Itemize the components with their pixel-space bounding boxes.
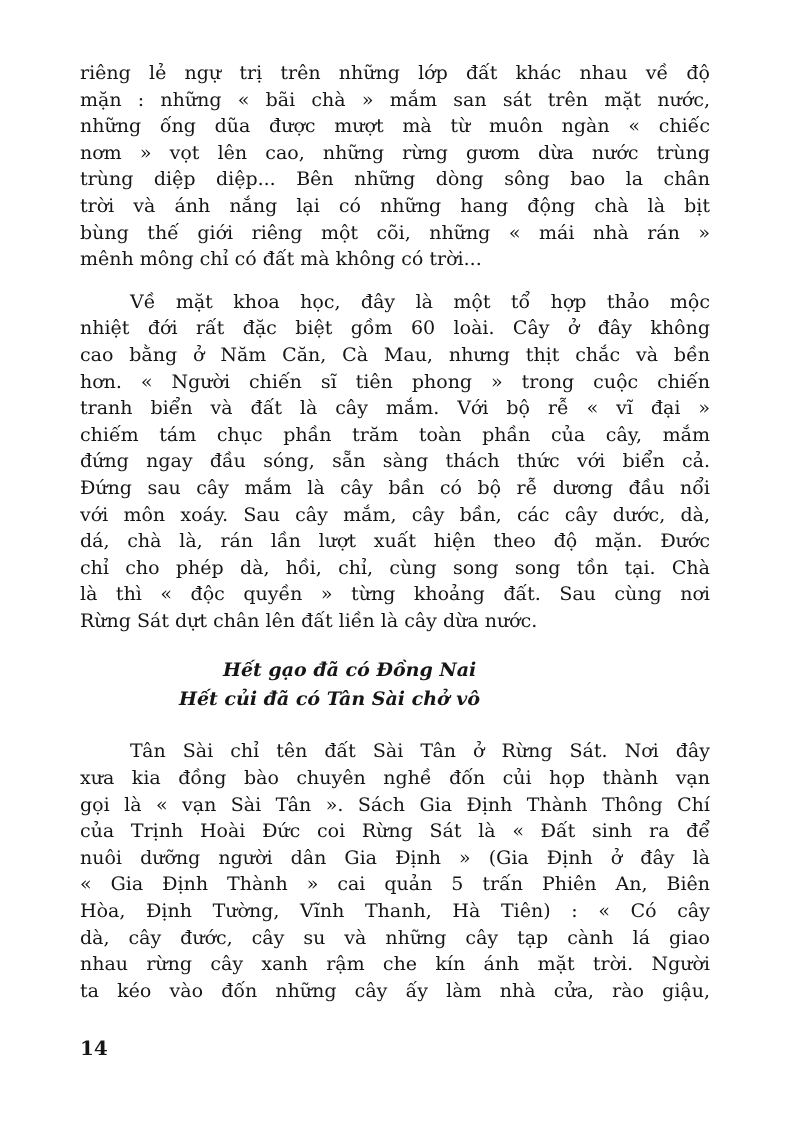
page-number: 14: [80, 1036, 108, 1060]
text-line: đứng ngay đầu sóng, sẵn sàng thách thức với biển cả.: [80, 450, 710, 473]
text-line: dà, cây đước, cây su và những cây tạp cành lá giao: [80, 926, 710, 949]
paragraph-2: [80, 289, 710, 635]
text-line: nơm » vọt lên cao, những rừng gươm dừa nước trùng: [80, 141, 710, 164]
text-line: trùng diệp diệp... Bên những dòng sông bao la chân: [80, 168, 710, 191]
text-line: cao bằng ở Năm Căn, Cà Mau, nhưng thịt chắc và bền: [80, 343, 710, 366]
text-line: mênh mông chỉ có đất mà không có trời...: [80, 248, 482, 271]
text-line: Đứng sau cây mắm là cây bần có bộ rễ dương đầu nổi: [80, 476, 710, 499]
text-line: bùng thế giới riêng một cõi, những « mái nhà rán »: [80, 221, 710, 244]
text-line: xưa kia đồng bào chuyên nghề đốn củi họp thành vạn: [80, 767, 710, 790]
text-line: gọi là « vạn Sài Tân ». Sách Gia Định Thành Thông Chí: [80, 793, 710, 816]
folk-verse: [80, 656, 710, 714]
text-line: nuôi dưỡng người dân Gia Định » (Gia Định ở đây là: [80, 846, 710, 869]
book-page: [80, 60, 710, 1004]
text-line: Tân Sài chỉ tên đất Sài Tân ở Rừng Sát. Nơi đây: [130, 740, 710, 763]
text-line: Rừng Sát dựt chân lên đất liền là cây dừa nước.: [80, 609, 538, 632]
text-line: với môn xoáy. Sau cây mắm, cây bần, các cây dước, dà,: [80, 503, 710, 526]
text-line: chỉ cho phép dà, hồi, chỉ, cùng song song tồn tại. Chà: [80, 556, 710, 579]
text-line: Hòa, Định Tường, Vĩnh Thanh, Hà Tiên) : « Có cây: [80, 900, 710, 923]
text-line: là thì « độc quyền » từng khoảng đất. Sau cùng nơi: [80, 583, 710, 606]
paragraph-3: [80, 738, 710, 1004]
verse-line-1: Hết gạo đã có Đồng Nai: [223, 659, 477, 682]
text-line: hơn. « Người chiến sĩ tiên phong » trong cuộc chiến: [80, 370, 710, 393]
verse-line-2: Hết củi đã có Tân Sài chở vô: [179, 688, 481, 711]
paragraph-1: [80, 60, 710, 273]
text-line: dá, chà là, rán lần lượt xuất hiện theo độ mặn. Đước: [80, 530, 710, 553]
text-line: riêng lẻ ngự trị trên những lớp đất khác nhau về độ: [80, 62, 710, 84]
text-line: « Gia Định Thành » cai quản 5 trấn Phiên An, Biên: [80, 873, 710, 896]
text-line: mặn : những « bãi chà » mắm san sát trên mặt nước,: [80, 88, 710, 111]
text-line: ta kéo vào đốn những cây ấy làm nhà cửa, rào giậu,: [80, 979, 710, 1002]
text-line: Về mặt khoa học, đây là một tổ hợp thảo mộc: [130, 290, 710, 313]
text-line: trời và ánh nắng lại có những hang động chà là bịt: [80, 194, 710, 217]
text-line: nhau rừng cây xanh rậm che kín ánh mặt trời. Người: [80, 953, 710, 976]
text-line: tranh biển và đất là cây mắm. Với bộ rễ « vĩ đại »: [80, 397, 710, 420]
text-line: chiếm tám chục phần trăm toàn phần của cây, mắm: [80, 423, 710, 446]
text-line: nhiệt đới rất đặc biệt gồm 60 loài. Cây ở đây không: [80, 317, 710, 340]
text-line: những ống dũa được mượt mà từ muôn ngàn « chiếc: [80, 115, 710, 138]
text-line: của Trịnh Hoài Đức coi Rừng Sát là « Đất sinh ra để: [80, 820, 710, 843]
